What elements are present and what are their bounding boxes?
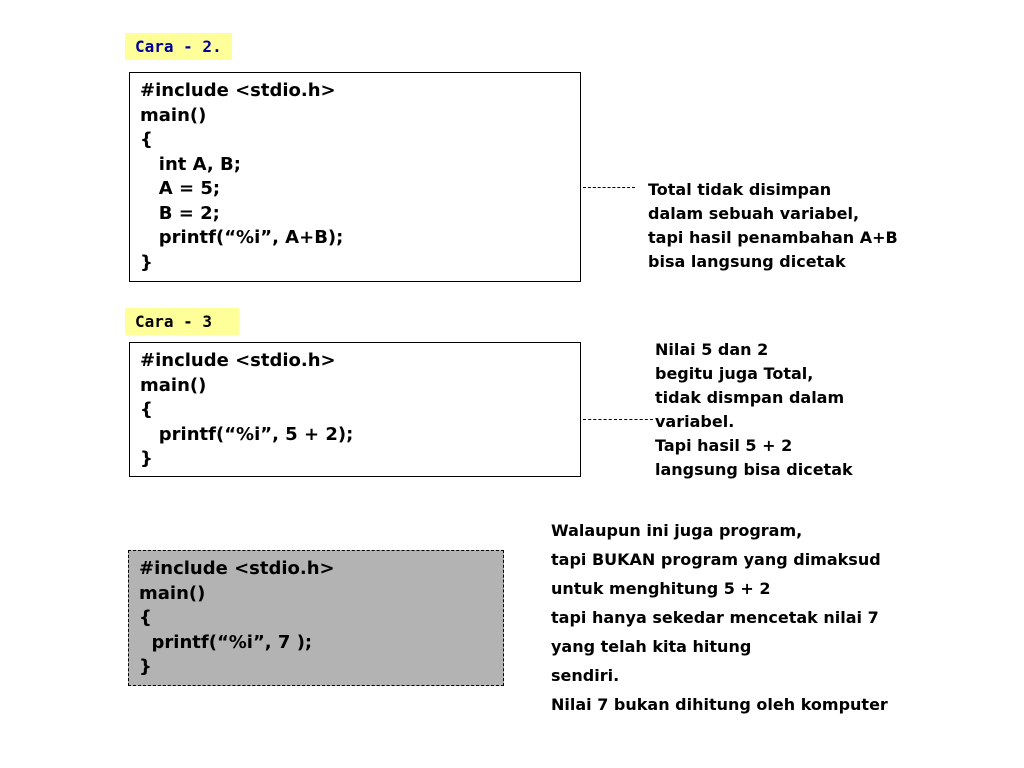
note-line: begitu juga Total,	[655, 364, 814, 383]
code-line: main()	[140, 374, 207, 396]
note-line: yang telah kita hitung	[551, 637, 752, 656]
note-line: Walaupun ini juga program,	[551, 521, 803, 540]
code-line: {	[139, 607, 152, 628]
code-line: main()	[140, 104, 207, 126]
code-line: }	[140, 448, 153, 469]
note-line: untuk menghitung 5 + 2	[551, 579, 771, 598]
cara-4-note	[551, 516, 888, 719]
note-line: Total tidak disimpan	[648, 180, 832, 199]
cara-2-label: Cara - 2.	[125, 33, 232, 60]
code-line: printf(“%i”, 7 );	[139, 631, 313, 653]
cara-2-code-box	[129, 72, 581, 282]
code-line: A = 5;	[140, 178, 221, 199]
cara-3-label: Cara - 3	[125, 308, 239, 335]
code-line: printf(“%i”, A+B);	[140, 227, 344, 248]
code-line: }	[139, 656, 152, 677]
code-line: printf(“%i”, 5 + 2);	[140, 423, 354, 445]
note-line: langsung bisa dicetak	[655, 460, 853, 479]
note-line: tapi hanya sekedar mencetak nilai 7	[551, 608, 879, 627]
cara-3-note	[655, 338, 853, 482]
cara-3-code-box	[129, 342, 581, 477]
note-line: sendiri.	[551, 666, 620, 685]
code-line: B = 2;	[140, 202, 220, 224]
note-line: Nilai 5 dan 2	[655, 340, 769, 359]
code-line: main()	[139, 582, 206, 604]
code-line: {	[140, 129, 153, 150]
cara-2-note	[648, 178, 898, 274]
note-line: Nilai 7 bukan dihitung oleh komputer	[551, 695, 888, 714]
cara-2-connector	[583, 187, 635, 188]
code-line: #include <stdio.h>	[140, 80, 336, 101]
note-line: variabel.	[655, 412, 735, 431]
cara-3-connector	[583, 419, 653, 420]
note-line: tapi BUKAN program yang dimaksud	[551, 550, 881, 569]
code-line: #include <stdio.h>	[140, 350, 336, 371]
cara-4-code-box	[128, 550, 504, 686]
note-line: Tapi hasil 5 + 2	[655, 436, 793, 455]
note-line: bisa langsung dicetak	[648, 252, 846, 271]
note-line: tapi hasil penambahan A+B	[648, 228, 898, 247]
note-line: dalam sebuah variabel,	[648, 204, 860, 223]
code-line: #include <stdio.h>	[139, 558, 335, 579]
code-line: }	[140, 251, 153, 273]
code-line: int A, B;	[140, 153, 241, 175]
note-line: tidak dismpan dalam	[655, 388, 845, 407]
code-line: {	[140, 399, 153, 420]
